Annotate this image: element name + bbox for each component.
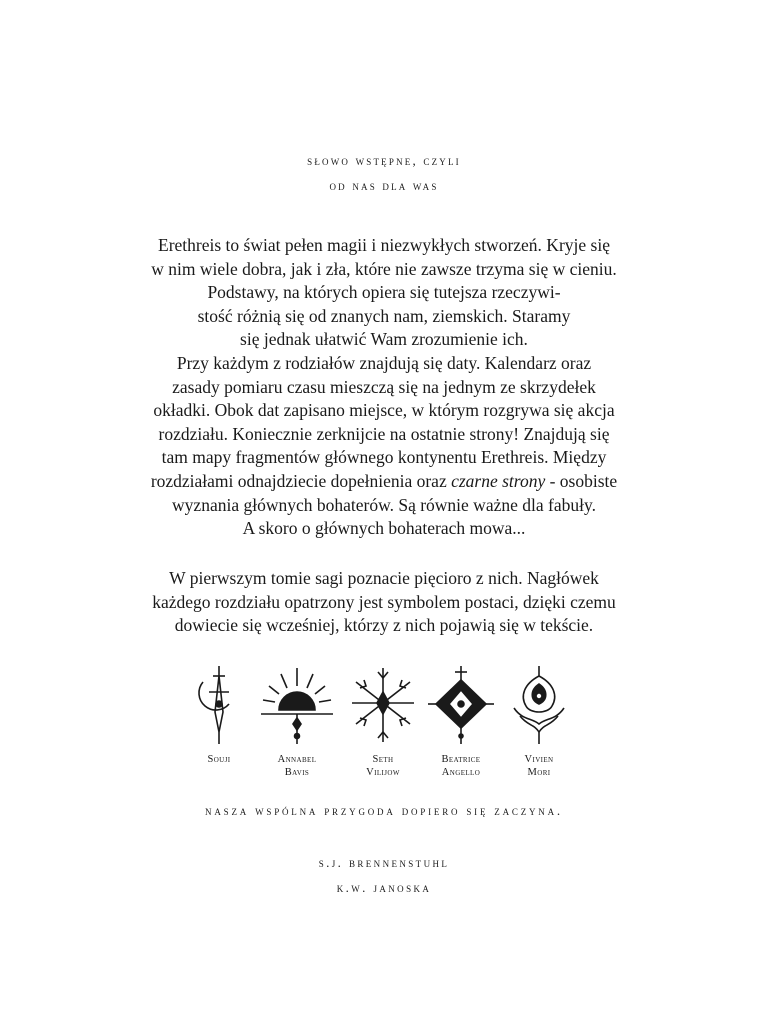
text-line: okładki. Obok dat zapisano miejsce, w którym rozgrywa się akcja (153, 400, 615, 421)
text-line: Podstawy, na których opiera się tutejsza rzeczywi- (207, 282, 561, 303)
character-symbols (184, 662, 584, 787)
author-2: k.w. janoska (336, 880, 432, 895)
title-line-2: od nas dla was (329, 178, 439, 193)
text-segment: rozdziałami odnajdziecie dopełnienia oraz (150, 470, 452, 491)
text-line: się jednak ułatwić Wam zrozumienie ich. (240, 329, 528, 350)
character-surname: Mori (527, 767, 551, 778)
character-beatrice (416, 662, 506, 779)
character-annabel (252, 662, 342, 779)
character-name: Souji (207, 754, 231, 765)
text-line: wyznania głównych bohaterów. Są równie ważne dla fabuły. (172, 494, 596, 515)
sunrise-icon (257, 662, 337, 747)
snowflake-icon (348, 662, 418, 747)
dagger-crescent-icon (189, 662, 249, 747)
text-line: W pierwszym tomie sagi poznacie pięcioro z nich. Nagłówek (169, 568, 599, 588)
character-name: Beatrice (441, 754, 481, 765)
character-name: Seth (372, 754, 394, 765)
text-line: Przy każdym z rodziałów znajdują się daty. Kalendarz oraz (176, 352, 592, 373)
character-name: Annabel (277, 754, 317, 765)
text-line: zasady pomiaru czasu mieszczą się na jednym ze skrzydełek (172, 376, 596, 397)
text-line: tam mapy fragmentów głównego kontynentu Erethreis. Między (161, 447, 607, 468)
character-surname: Vilijow (366, 767, 400, 778)
author-1: s.j. brennenstuhl (318, 855, 450, 870)
title-line-1: słowo wstępne, czyli (307, 153, 461, 168)
text-line: dowiecie się wcześniej, którzy z nich pojawią się w tekście. (174, 615, 594, 636)
authors (0, 850, 768, 900)
text-line: każdego rozdziału opatrzony jest symbolem postaci, dzięki czemu (152, 591, 616, 612)
text-line: Erethreis to świat pełen magii i niezwykłych stworzeń. Kryje się (158, 235, 610, 255)
italic-term: czarne strony (451, 470, 546, 491)
text-line: stość różnią się od znanych nam, ziemskich. Staramy (197, 305, 571, 326)
characters-paragraph (84, 567, 684, 638)
intro-paragraph (84, 234, 684, 541)
foreword-title (0, 148, 768, 198)
closing-line: nasza wspólna przygoda dopiero się zaczyna. (205, 803, 563, 818)
text-line: rozdziału. Koniecznie zerknijcie na ostatnie strony! Znajdują się (158, 423, 610, 444)
character-vivien (494, 662, 584, 779)
text-line: A skoro o głównych bohaterach mowa... (242, 518, 526, 539)
character-seth (338, 662, 428, 779)
text-line: w nim wiele dobra, jak i zła, które nie zawsze trzyma się w cieniu. (151, 258, 617, 279)
flame-drop-icon (504, 662, 574, 747)
character-surname: Bavis (284, 767, 310, 778)
character-surname: Angello (441, 767, 481, 778)
character-name: Vivien (524, 754, 554, 765)
text-line-with-italic (84, 470, 684, 494)
diamond-star-icon (426, 662, 496, 747)
text-segment: - osobiste (545, 470, 618, 491)
character-souji (174, 662, 264, 766)
